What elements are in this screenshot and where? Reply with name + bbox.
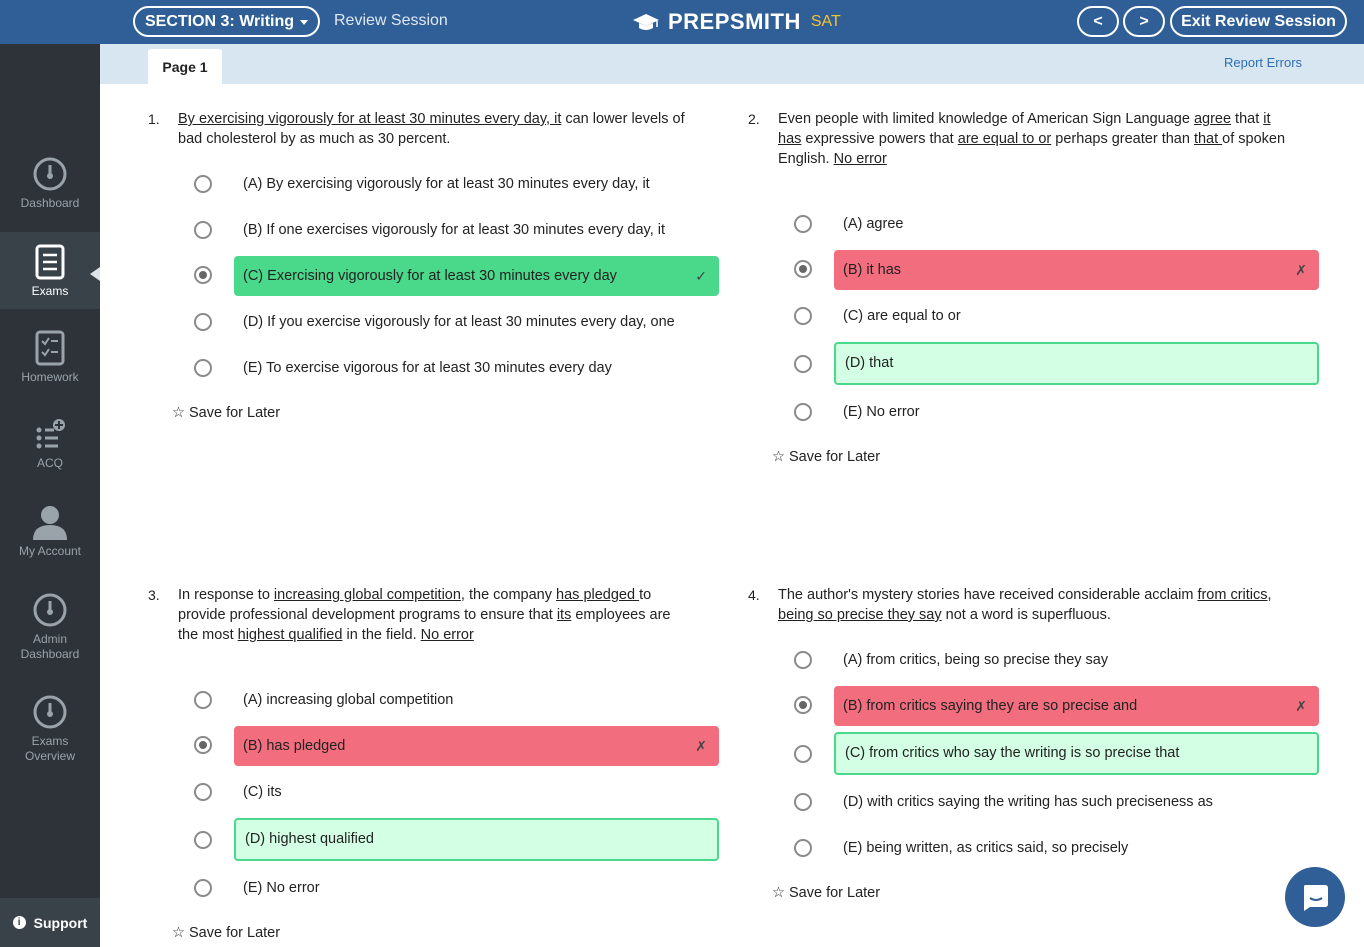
underlined-segment: By exercising vigorously for at least 30 minutes every day, it <box>178 111 562 127</box>
underlined-segment: from critics, <box>1197 587 1272 603</box>
option-label: (D) with critics saying the writing has such preciseness as <box>843 794 1213 810</box>
stem-text: employees are <box>571 607 671 623</box>
stem-text: can lower levels of <box>561 111 685 127</box>
radio-button[interactable] <box>794 403 812 421</box>
page-tab-strip <box>100 44 1364 84</box>
section-label: SECTION 3: Writing <box>144 12 295 30</box>
stem-text: English. <box>778 151 834 167</box>
option-2b[interactable] <box>794 250 1318 288</box>
radio-button[interactable] <box>194 691 212 709</box>
radio-button[interactable] <box>194 313 212 331</box>
underlined-segment: No error <box>833 151 887 167</box>
sidebar-item-admin-dashboard[interactable] <box>0 592 100 662</box>
gauge-icon <box>32 156 68 192</box>
option-text: (B) has pledged <box>243 738 346 754</box>
cross-icon: ✗ <box>1295 262 1307 278</box>
underlined-segment: being so precise they say <box>778 607 942 623</box>
star-icon: ☆ <box>772 449 785 465</box>
option-4e[interactable] <box>794 829 1318 867</box>
question-number: 1. <box>148 111 160 127</box>
option-label-correct-answer: (D) that <box>834 342 1319 385</box>
option-label: (E) being written, as critics said, so precisely <box>843 840 1129 856</box>
sidebar-item-homework[interactable] <box>0 330 100 385</box>
radio-button[interactable] <box>194 831 212 849</box>
option-1c[interactable] <box>194 256 718 294</box>
option-3b[interactable] <box>194 726 718 764</box>
stem-text: expressive powers that <box>801 131 958 147</box>
save-for-later-button[interactable] <box>172 925 280 941</box>
option-text: (B) it has <box>843 262 902 278</box>
save-label: Save for Later <box>189 405 281 421</box>
option-label-wrong <box>834 686 1319 726</box>
caret-down-icon <box>300 20 308 25</box>
option-2d[interactable] <box>794 342 1318 380</box>
radio-button[interactable] <box>194 783 212 801</box>
star-icon: ☆ <box>772 885 785 901</box>
sidebar-item-label: Admin Dashboard <box>20 632 80 661</box>
stem-text: in the field. <box>342 627 421 643</box>
review-session-label: Review Session <box>334 12 448 29</box>
stem-text: the most <box>178 627 238 643</box>
save-label: Save for Later <box>789 885 881 901</box>
sidebar-item-label: Exams <box>31 284 69 298</box>
sidebar-item-my-account[interactable] <box>0 504 100 559</box>
stem-text: to <box>639 587 652 603</box>
option-3d[interactable] <box>194 818 718 856</box>
radio-button[interactable] <box>794 215 812 233</box>
support-button[interactable] <box>0 898 100 947</box>
underlined-segment: has pledged <box>556 587 640 603</box>
question-number: 2. <box>748 111 760 127</box>
info-icon: i <box>13 916 26 929</box>
chat-icon <box>1300 882 1330 912</box>
option-4a[interactable] <box>794 641 1318 679</box>
option-label: (D) If you exercise vigorously for at least 30 minutes every day, one <box>243 314 675 330</box>
star-icon: ☆ <box>172 405 185 421</box>
option-3c[interactable] <box>194 773 718 811</box>
brand-sub: SAT <box>810 13 841 30</box>
question-number: 4. <box>748 587 760 603</box>
radio-button[interactable] <box>794 793 812 811</box>
radio-button-selected[interactable] <box>794 260 812 278</box>
option-label: (E) To exercise vigorous for at least 30 minutes every day <box>243 360 612 376</box>
active-indicator-arrow <box>90 267 100 281</box>
option-label: (A) agree <box>843 216 904 232</box>
stem-text: In response to <box>178 587 274 603</box>
option-label-wrong <box>834 250 1319 290</box>
list-add-icon <box>34 418 66 452</box>
option-label-correct-answer: (D) highest qualified <box>234 818 719 861</box>
prev-button[interactable]: < <box>1077 6 1119 37</box>
section-dropdown-button[interactable] <box>133 6 320 37</box>
radio-button[interactable] <box>794 745 812 763</box>
option-label-wrong <box>234 726 719 766</box>
option-2a[interactable] <box>794 205 1318 243</box>
chat-launcher-button[interactable] <box>1285 867 1345 927</box>
exit-review-button[interactable]: Exit Review Session <box>1170 6 1347 37</box>
radio-button[interactable] <box>794 839 812 857</box>
save-for-later-button[interactable] <box>772 885 880 901</box>
radio-button[interactable] <box>794 355 812 373</box>
sidebar-item-label: Exams Overview <box>24 734 75 763</box>
underlined-segment: that <box>1193 131 1223 147</box>
sidebar <box>0 44 100 947</box>
star-icon: ☆ <box>172 925 185 941</box>
underlined-segment: it <box>1263 111 1271 127</box>
option-text: (B) from critics saying they are so precise and <box>843 698 1138 714</box>
option-1a[interactable] <box>194 165 718 203</box>
brand-name: PREPSMITH <box>668 9 801 34</box>
underlined-segment: has <box>778 131 802 147</box>
question-2-stem <box>778 109 1328 169</box>
option-label: (E) No error <box>843 404 920 420</box>
stem-text: bad cholesterol by as much as 30 percent. <box>178 131 451 147</box>
save-for-later-button[interactable] <box>772 449 880 465</box>
underlined-segment: highest qualified <box>237 627 343 643</box>
sidebar-item-exams[interactable] <box>0 232 100 309</box>
radio-button[interactable] <box>194 175 212 193</box>
stem-text: not a word is superfluous. <box>941 607 1111 623</box>
radio-button[interactable] <box>194 221 212 239</box>
sidebar-item-label: Dashboard <box>20 196 80 210</box>
stem-text: The author's mystery stories have received considerable acclaim <box>778 587 1198 603</box>
report-errors-link[interactable]: Report Errors <box>1224 55 1303 70</box>
brand-logo <box>632 8 841 36</box>
radio-button[interactable] <box>794 307 812 325</box>
option-1e[interactable] <box>194 349 718 387</box>
save-label: Save for Later <box>789 449 881 465</box>
sidebar-item-dashboard[interactable] <box>0 156 100 211</box>
sidebar-item-label: My Account <box>18 544 82 558</box>
list-icon <box>35 244 65 280</box>
stem-text: Even people with limited knowledge of American Sign Language <box>778 111 1194 127</box>
option-3a[interactable] <box>194 681 718 719</box>
option-label: (E) No error <box>243 880 320 896</box>
option-4b[interactable] <box>794 686 1318 724</box>
question-4-stem <box>778 585 1328 625</box>
option-label: (C) its <box>243 784 282 800</box>
underlined-segment: agree <box>1193 111 1232 127</box>
top-bar <box>0 0 1364 44</box>
option-label: (A) increasing global competition <box>243 692 454 708</box>
underlined-segment: increasing global competition <box>273 587 461 603</box>
question-number: 3. <box>148 587 160 603</box>
option-label: (C) are equal to or <box>843 308 961 324</box>
user-icon <box>31 504 69 540</box>
radio-button[interactable] <box>194 879 212 897</box>
option-3e[interactable] <box>194 869 718 907</box>
underlined-segment: are equal to or <box>957 131 1052 147</box>
stem-text: provide professional development programs to ensure that <box>178 607 557 623</box>
gauge-icon <box>32 694 68 730</box>
tab-page-1[interactable]: Page 1 <box>148 49 222 84</box>
radio-button[interactable] <box>794 651 812 669</box>
radio-button[interactable] <box>194 359 212 377</box>
sidebar-item-exams-overview[interactable] <box>0 694 100 764</box>
option-text: (C) Exercising vigorously for at least 30 minutes every day <box>243 268 617 284</box>
sidebar-item-label: ACQ <box>36 456 63 470</box>
stem-text: , the company <box>460 587 557 603</box>
sidebar-item-acq[interactable] <box>0 418 100 471</box>
radio-button-selected[interactable] <box>794 696 812 714</box>
graduation-cap-icon <box>632 12 660 32</box>
option-label: (A) By exercising vigorously for at least 30 minutes every day, it <box>243 176 650 192</box>
option-label-correct-selected <box>234 256 719 296</box>
checklist-icon <box>35 330 65 366</box>
support-label: Support <box>33 914 88 931</box>
save-label: Save for Later <box>189 925 281 941</box>
check-icon: ✓ <box>695 268 707 284</box>
underlined-segment: No error <box>420 627 474 643</box>
option-4c[interactable] <box>794 732 1318 770</box>
option-1b[interactable] <box>194 211 718 249</box>
option-label: (B) If one exercises vigorously for at least 30 minutes every day, it <box>243 222 666 238</box>
option-4d[interactable] <box>794 783 1318 821</box>
underlined-segment: its <box>556 607 572 623</box>
cross-icon: ✗ <box>695 738 707 754</box>
option-label: (A) from critics, being so precise they say <box>843 652 1109 668</box>
option-2c[interactable] <box>794 297 1318 335</box>
question-1-stem <box>178 109 723 149</box>
option-label-correct-answer: (C) from critics who say the writing is so precise that <box>834 732 1319 775</box>
save-for-later-button[interactable] <box>172 405 280 421</box>
radio-button-selected[interactable] <box>194 736 212 754</box>
option-1d[interactable] <box>194 303 718 341</box>
next-button[interactable]: > <box>1123 6 1165 37</box>
stem-text: of spoken <box>1222 131 1286 147</box>
question-3-stem <box>178 585 723 645</box>
stem-text: perhaps greater than <box>1051 131 1194 147</box>
option-2e[interactable] <box>794 393 1318 431</box>
sidebar-item-label: Homework <box>21 370 79 384</box>
cross-icon: ✗ <box>1295 698 1307 714</box>
radio-button-selected[interactable] <box>194 266 212 284</box>
gauge-icon <box>32 592 68 628</box>
stem-text: that <box>1231 111 1264 127</box>
